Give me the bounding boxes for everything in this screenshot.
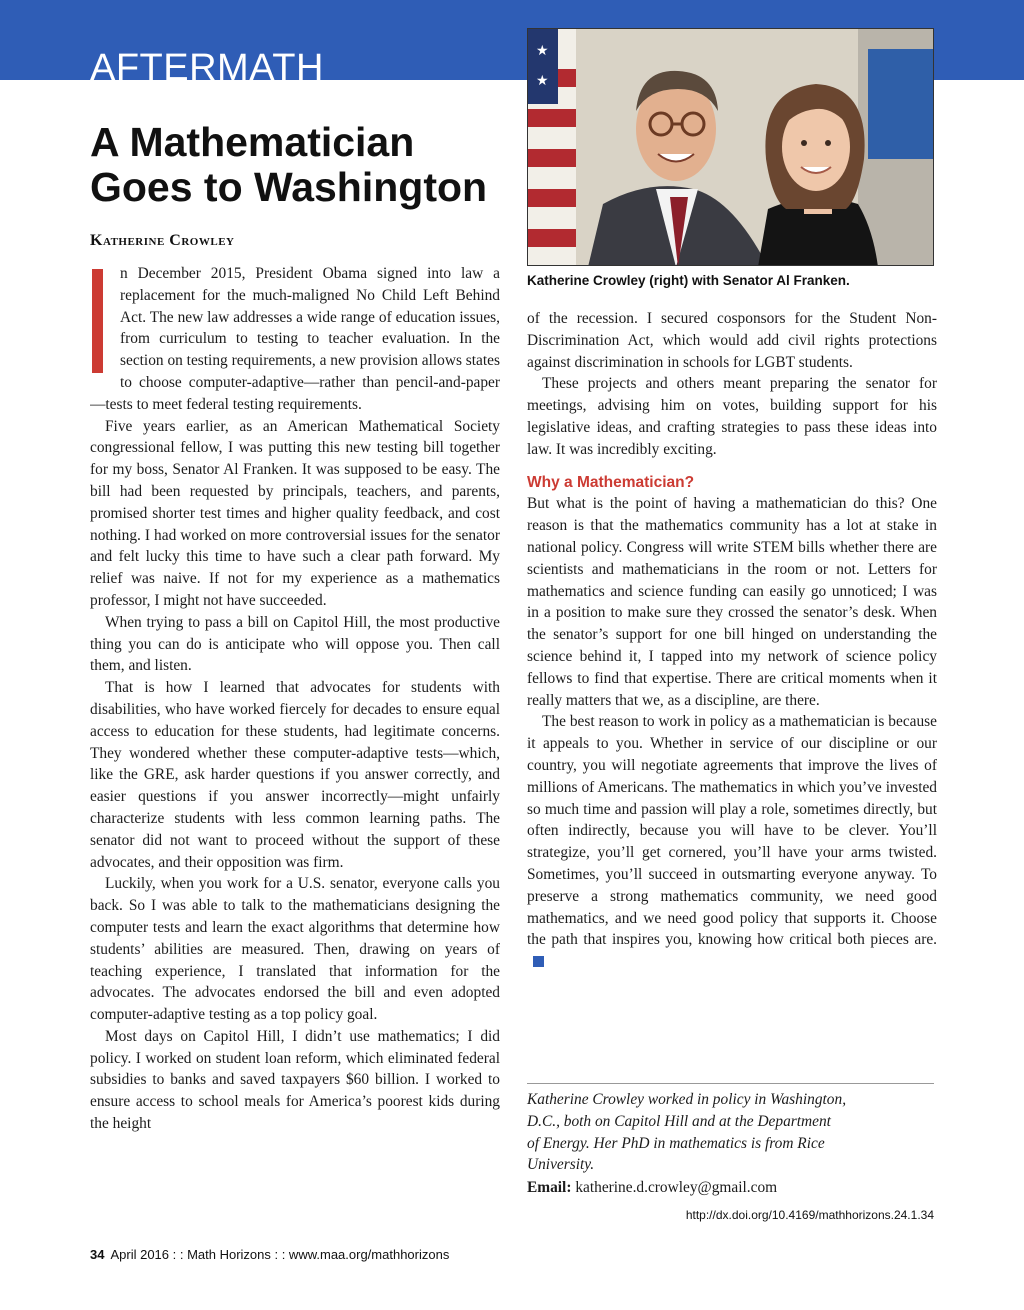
body-column-right (527, 308, 937, 1073)
dropcap-bar (92, 269, 103, 373)
svg-text:★: ★ (536, 43, 549, 59)
email-label: Email: (527, 1179, 572, 1196)
body-paragraph: Luckily, when you work for a U.S. senator, everyone calls you back. So I was able to talk to the mathematicians designing the computer tests and learn the exact algorithms that determine how students’ abilities are measured. Then, drawing on years of teaching experience, I translated that information for the advocates. The advocates endorsed the bill and even adopted computer-adaptive testing as a top policy goal. (90, 875, 500, 1024)
body-paragraph: of the recession. I secured cosponsors for the Student Non-Discrimination Act, which would add civil rights protections against discrimination in schools for LGBT students. (527, 310, 937, 371)
section-kicker: AFTERMATH (90, 47, 324, 89)
section-subhead: Why a Mathematician? (527, 473, 695, 491)
bio-line: D.C., both on Capitol Hill and at the Department (527, 1112, 831, 1130)
photo-caption: Katherine Crowley (right) with Senator Al Franken. (527, 273, 850, 288)
end-mark-icon (533, 956, 544, 967)
bio-divider (527, 1083, 934, 1084)
page-footer (90, 1247, 449, 1262)
body-paragraph: These projects and others meant preparing the senator for meetings, advising him on votes, building support for his legislative ideas, and crafting strategies to pass these ideas into law. It was incredibly exciting. (527, 375, 937, 458)
doi-link[interactable]: http://dx.doi.org/10.4169/mathhorizons.24.1.34 (685, 1208, 934, 1222)
article-photo (527, 28, 934, 266)
author-email-line (527, 1177, 934, 1199)
body-paragraph: That is how I learned that advocates for students with disabilities, who have worked fiercely for decades to ensure equal access to education for these students, had legitimate concerns. They wondered whether these computer-adaptive tests—which, like the GRE, ask harder questions if you answer correctly, and easier questions if you answer incorrectly—might unfairly characterize students with less common learning paths. The senator did not want to proceed without the support of these advocates, and their opposition was firm. (90, 679, 500, 871)
page-number: 34 (90, 1247, 105, 1262)
author-bio (527, 1089, 934, 1176)
footer-text: April 2016 : : Math Horizons : : www.maa.org/mathhorizons (110, 1247, 450, 1262)
body-paragraph: Five years earlier, as an American Mathematical Society congressional fellow, I was putting this new testing bill together for my boss, Senator Al Franken. It was supposed to be easy. The bill had been requested by principals, teachers, and parents, promised shorter test times and higher quality feedback, and cost nothing. I had worked on more controversial issues for the senator and felt lucky this time to have such a clear path forward. My relief was naive. If not for my experience as a mathematics professor, I might not have succeeded. (90, 417, 500, 609)
email-address[interactable]: katherine.d.crowley@gmail.com (575, 1179, 778, 1196)
dropcap-letter (90, 269, 91, 270)
body-paragraph: n December 2015, President Obama signed into law a replacement for the much-maligned No Child Left Behind Act. The new law addresses a wide range of education issues, from curriculum to testing to teacher evaluation. In the section on testing requirements, a new provision allows states to choose computer-adaptive—rather than pencil-and-paper—tests to meet federal testing requirements. (90, 265, 500, 413)
body-paragraph: When trying to pass a bill on Capitol Hill, the most productive thing you can do is anticipate who will oppose you. Then call them, and listen. (90, 613, 500, 675)
body-paragraph: The best reason to work in policy as a mathematician is because it appeals to you. Whether in service of our discipline or our country, you will negotiate agreements that improve the lives of millions of Americans. The mathematics in which you’ve invested so much time and passion will play a role, sometimes directly, but often indirectly, because you will have to be clever. You’ll strategize, you’ll get cornered, you’ll have your arms twisted. Sometimes, you’ll succeed in outsmarting everyone anyway. To preserve a strong mathematics community, we need good mathematics, and we need good policy that supports it. Choose the path that inspires you, knowing how critical both pieces are. (527, 711, 937, 973)
body-paragraph: But what is the point of having a mathematician do this? One reason is that the mathematics community has a lot at stake in national policy. Congress will write STEM bills whether there are scientists and mathematicians in the room or not. Letters for mathematics and science funding can easily go unnoticed; I was in a position to make sure they crossed the senator’s desk. When the senator’s support for one bill hinged on understanding the science behind it, I tapped into my network of science policy fellows to find that expertise. There are critical moments when it really matters that we, as a discipline, are there. (527, 495, 937, 709)
bio-line: University. (527, 1156, 595, 1174)
bio-line: Katherine Crowley worked in policy in Washington, (527, 1091, 847, 1108)
article-title: A Mathematician Goes to Washington (90, 119, 488, 210)
svg-text:★: ★ (536, 73, 549, 89)
dropcap (90, 269, 108, 373)
body-column-left (90, 263, 500, 1228)
bio-line: of Energy. Her PhD in mathematics is from Rice (527, 1134, 825, 1152)
body-paragraph: Most days on Capitol Hill, I didn’t use mathematics; I did policy. I worked on student loan reform, which eliminated federal subsidies to banks and saved taxpayers $60 billion. I worked to ensure access to school meals for America’s poorest kids during the height (90, 1027, 500, 1133)
article-author: Katherine Crowley (90, 232, 235, 249)
